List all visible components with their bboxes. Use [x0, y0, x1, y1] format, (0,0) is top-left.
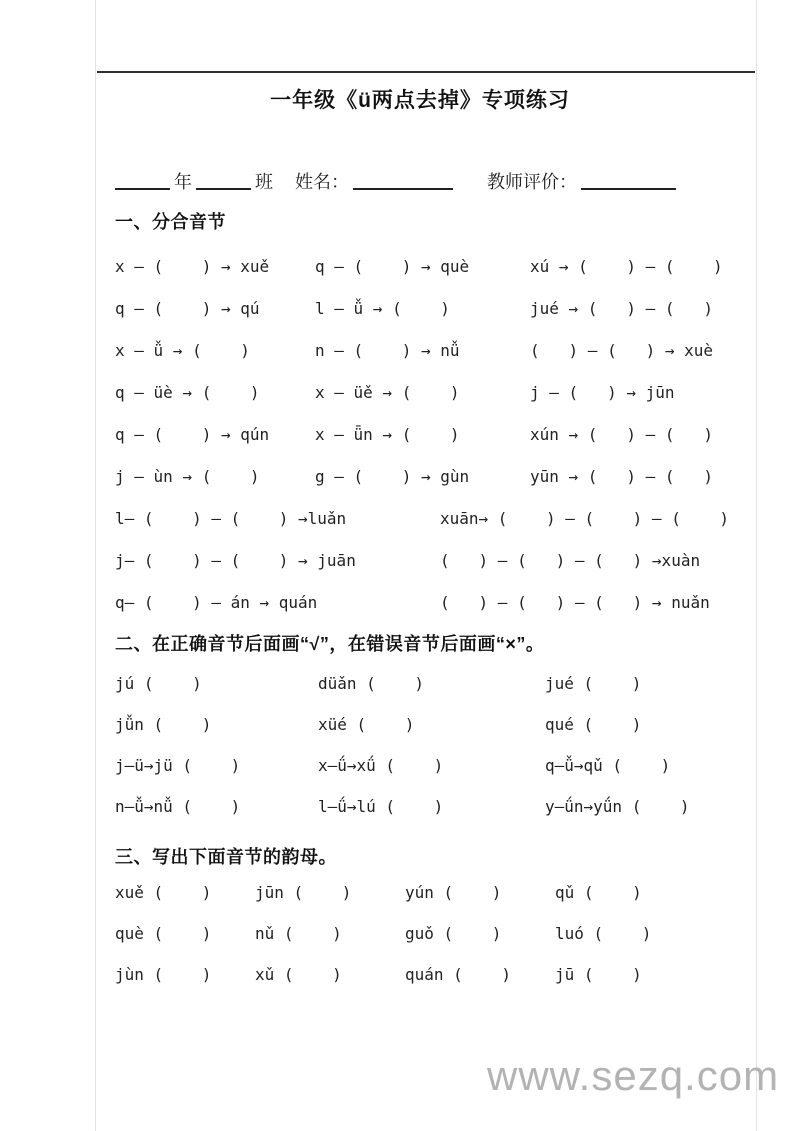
pinyin-cell: n—ǚ→nǚ ( ): [115, 797, 241, 816]
pinyin-cell: jú ( ): [115, 674, 202, 693]
pinyin-row: [115, 786, 727, 827]
pinyin-cell: q — ( ) → què: [315, 257, 470, 276]
pinyin-cell: y—ǘn→yǘn ( ): [545, 797, 690, 816]
pinyin-row: [115, 456, 727, 498]
pinyin-cell: xuě ( ): [115, 883, 212, 902]
pinyin-row: [115, 288, 727, 330]
pinyin-row: [115, 704, 727, 745]
pinyin-row: [115, 414, 727, 456]
section2-rows: [115, 663, 727, 827]
pinyin-cell: guǒ ( ): [405, 924, 502, 943]
pinyin-cell: xú → ( ) — ( ): [530, 257, 723, 276]
pinyin-cell: q—ǚ→qǔ ( ): [545, 756, 671, 775]
pinyin-cell: x — ǖn → ( ): [315, 425, 460, 444]
pinyin-cell: l — ǚ → ( ): [315, 299, 450, 318]
pinyin-cell: luó ( ): [555, 924, 652, 943]
pinyin-cell: jǚn ( ): [115, 715, 212, 734]
pinyin-row: [115, 954, 727, 995]
pinyin-cell: nǔ ( ): [255, 924, 342, 943]
pinyin-cell: xún → ( ) — ( ): [530, 425, 714, 444]
pinyin-row: [115, 745, 727, 786]
pinyin-row: [115, 872, 727, 913]
section1-rows: [115, 246, 727, 624]
year-label: 年: [174, 172, 192, 192]
pinyin-cell: q— ( ) — án → quán: [115, 593, 318, 612]
pinyin-cell: xǔ ( ): [255, 965, 342, 984]
watermark-text: www.sezq.com: [487, 1052, 780, 1099]
page-edge-right: [756, 0, 757, 1131]
pinyin-cell: j— ( ) — ( ) → juān: [115, 551, 356, 570]
pinyin-cell: ( ) — ( ) — ( ) →xuàn: [440, 551, 701, 570]
section2-heading: 二、在正确音节后面画“√”，在错误音节后面画“×”。: [115, 634, 545, 654]
pinyin-cell: jué → ( ) — ( ): [530, 299, 714, 318]
class-blank-field: [196, 173, 251, 190]
section3-heading: 三、写出下面音节的韵母。: [115, 847, 337, 867]
name-label: 姓名：: [295, 172, 349, 192]
pinyin-cell: qǔ ( ): [555, 883, 642, 902]
pinyin-row: [115, 330, 727, 372]
pinyin-cell: ( ) — ( ) → xuè: [530, 341, 714, 360]
pinyin-cell: xüé ( ): [318, 715, 415, 734]
pinyin-cell: jū ( ): [555, 965, 642, 984]
pinyin-row: [115, 498, 727, 540]
pinyin-cell: l— ( ) — ( ) →luǎn: [115, 509, 347, 528]
teacher-eval-blank-field: [581, 173, 676, 190]
pinyin-cell: düǎn ( ): [318, 674, 424, 693]
pinyin-cell: yún ( ): [405, 883, 502, 902]
year-blank-field: [115, 173, 170, 190]
pinyin-cell: jūn ( ): [255, 883, 352, 902]
pinyin-cell: jué ( ): [545, 674, 642, 693]
pinyin-row: [115, 246, 727, 288]
pinyin-cell: qué ( ): [545, 715, 642, 734]
pinyin-row: [115, 540, 727, 582]
page-title: 一年级《ü两点去掉》专项练习: [270, 89, 570, 112]
pinyin-cell: x — üě → ( ): [315, 383, 460, 402]
name-blank-field: [353, 173, 453, 190]
class-label: 班: [255, 172, 273, 192]
teacher-eval-label: 教师评价：: [487, 172, 577, 192]
pinyin-row: [115, 913, 727, 954]
pinyin-cell: j — ùn → ( ): [115, 467, 260, 486]
pinyin-cell: x — ( ) → xuě: [115, 257, 270, 276]
pinyin-row: [115, 372, 727, 414]
pinyin-cell: g — ( ) → gùn: [315, 467, 470, 486]
pinyin-cell: q — üè → ( ): [115, 383, 260, 402]
pinyin-cell: ( ) — ( ) — ( ) → nuǎn: [440, 593, 710, 612]
pinyin-cell: j — ( ) → jūn: [530, 383, 675, 402]
section3-rows: [115, 872, 727, 995]
header-rule: [97, 71, 755, 73]
pinyin-cell: x — ǚ → ( ): [115, 341, 250, 360]
pinyin-cell: xuān→ ( ) — ( ) — ( ): [440, 509, 729, 528]
pinyin-cell: yūn → ( ) — ( ): [530, 467, 714, 486]
pinyin-cell: q — ( ) → qún: [115, 425, 270, 444]
pinyin-row: [115, 582, 727, 624]
pinyin-cell: j—ü→jü ( ): [115, 756, 241, 775]
pinyin-cell: jùn ( ): [115, 965, 212, 984]
pinyin-cell: x—ǘ→xǘ ( ): [318, 756, 444, 775]
page-edge-left: [95, 0, 96, 1131]
section1-heading: 一、分合音节: [115, 212, 226, 232]
pinyin-cell: què ( ): [115, 924, 212, 943]
pinyin-cell: n — ( ) → nǚ: [315, 341, 460, 360]
pinyin-cell: quán ( ): [405, 965, 511, 984]
pinyin-row: [115, 663, 727, 704]
student-info-line: [115, 168, 725, 194]
pinyin-cell: q — ( ) → qú: [115, 299, 260, 318]
pinyin-cell: l—ǘ→lú ( ): [318, 797, 444, 816]
